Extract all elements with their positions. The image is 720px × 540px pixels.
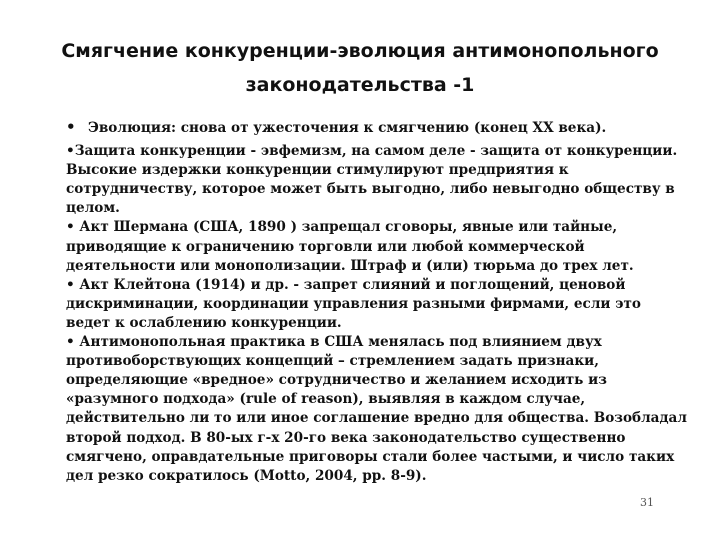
- bullet-text: Акт Клейтона (1914) и др. - запрет слияний и поглощений, ценовой дискриминации, координации управления разными фирмами, если это ведет к ослаблению конкуренции.: [66, 276, 641, 331]
- bullet-marker: •: [66, 118, 76, 136]
- bullet-marker: •: [66, 334, 75, 351]
- bullet-text: Эволюция: снова от ужесточения к смягчению (конец XX века).: [88, 120, 607, 136]
- bullet-marker: •: [66, 219, 75, 236]
- title-line-2: законодательства -1: [245, 74, 475, 96]
- bullet-marker: •: [66, 143, 75, 160]
- bullet-text: Антимонопольная практика в США менялась под влиянием двух противоборствующих концепций – стремлением задать признаки, определяющие «вредное» сотрудничество и желанием исходить из «разумного подхода» (rule of reason), выявляя в каждом случае, действительно ли то или иное соглашение вредно для общества. Возобладал второй подход. В 80-ых г-х 20-го века законодательство существенно смягчено, оправдательные приговоры стали более частыми, и число таких дел резко сократилось (Motto, 2004, pp. 8-9).: [66, 334, 687, 484]
- bullet-marker: •: [66, 276, 75, 293]
- title-line-1: Смягчение конкуренции-эволюция антимонопольного: [61, 40, 659, 62]
- bullet-item: [66, 142, 688, 218]
- bullet-item: [66, 333, 688, 486]
- page-number: 31: [640, 496, 654, 509]
- bullet-text: Акт Шермана (США, 1890 ) запрещал сговоры, явные или тайные, приводящие к ограничению торговли или любой коммерческой деятельности или монополизации. Штраф и (или) тюрьма до трех лет.: [66, 219, 634, 274]
- bullet-item: [66, 118, 688, 138]
- bullet-list: [66, 118, 688, 486]
- slide-title: [40, 34, 680, 102]
- bullet-item: [66, 218, 688, 275]
- bullet-item: [66, 276, 688, 333]
- bullet-text: Защита конкуренции - эвфемизм, на самом деле - защита от конкуренции. Высокие издержки конкуренции стимулируют предприятия к сотрудничеству, которое может быть выгодно, либо невыгодно обществу в целом.: [66, 143, 678, 217]
